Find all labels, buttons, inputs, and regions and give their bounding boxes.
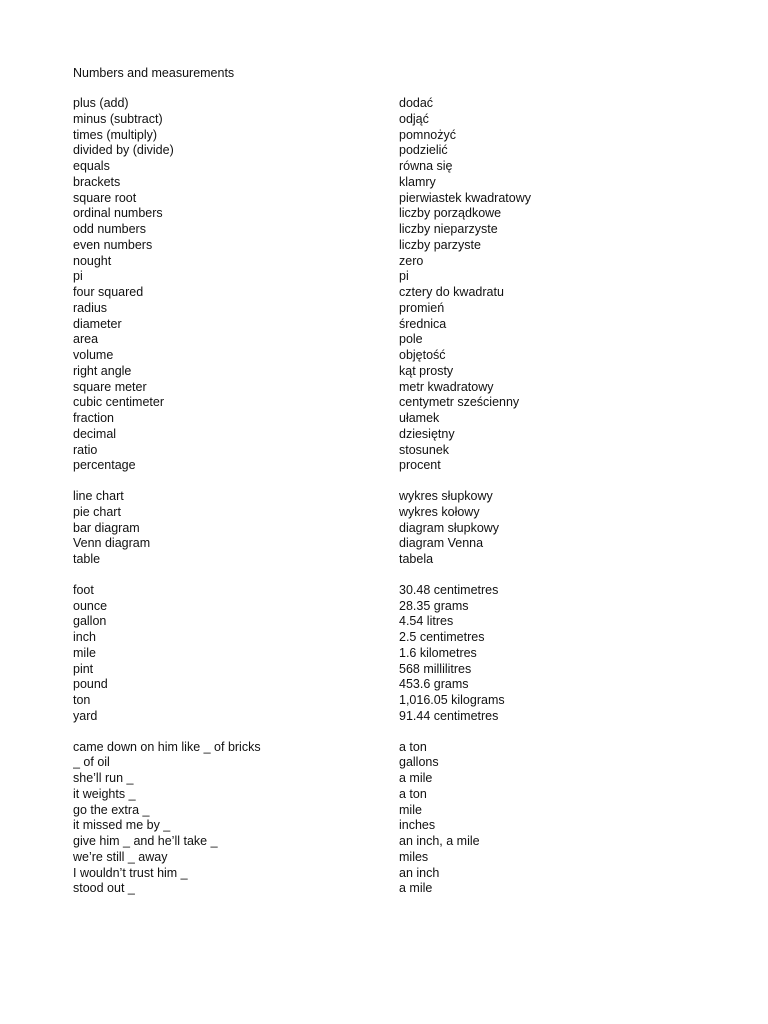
english-term: right angle bbox=[73, 363, 132, 378]
english-term: it weights _ bbox=[73, 786, 136, 801]
vocabulary-row bbox=[73, 614, 733, 630]
vocabulary-row bbox=[73, 850, 733, 866]
english-term: table bbox=[73, 552, 101, 566]
english-term: pound bbox=[73, 677, 108, 692]
vocabulary-row bbox=[73, 881, 733, 897]
vocabulary-row bbox=[73, 866, 733, 882]
translation: cztery do kwadratu bbox=[399, 285, 504, 299]
translation: an inch, a mile bbox=[399, 834, 480, 848]
vocabulary-row bbox=[73, 834, 733, 850]
vocabulary-row bbox=[73, 662, 733, 678]
vocabulary-row bbox=[73, 128, 733, 144]
english-term: cubic centimeter bbox=[73, 395, 165, 410]
vocabulary-row bbox=[73, 583, 733, 599]
vocabulary-row bbox=[73, 175, 733, 191]
vocabulary-row bbox=[73, 630, 733, 646]
english-term: gallon bbox=[73, 614, 107, 629]
vocabulary-row bbox=[73, 677, 733, 693]
english-term: stood out _ bbox=[73, 881, 135, 896]
translation: an inch bbox=[399, 865, 440, 880]
vocabulary-row bbox=[73, 364, 733, 380]
english-term: she’ll run _ bbox=[73, 771, 134, 785]
vocabulary-row bbox=[73, 740, 733, 756]
vocabulary-row bbox=[73, 803, 733, 819]
translation: procent bbox=[399, 458, 441, 473]
vocabulary-row bbox=[73, 646, 733, 662]
vocabulary-row bbox=[73, 818, 733, 834]
english-term: odd numbers bbox=[73, 222, 146, 236]
english-term: give him _ and he’ll take _ bbox=[73, 834, 218, 848]
english-term: I wouldn’t trust him _ bbox=[73, 865, 188, 880]
translation: inches bbox=[399, 818, 436, 833]
vocabulary-row bbox=[73, 96, 733, 112]
english-term: decimal bbox=[73, 426, 117, 441]
translation: podzielić bbox=[399, 143, 448, 158]
translation: pole bbox=[399, 332, 423, 347]
translation: gallons bbox=[399, 755, 439, 770]
translation: wykres słupkowy bbox=[399, 489, 493, 503]
vocabulary-row bbox=[73, 395, 733, 411]
translation: 568 millilitres bbox=[399, 661, 472, 676]
english-term: we’re still _ away bbox=[73, 849, 168, 864]
english-term: ton bbox=[73, 693, 91, 707]
vocabulary-list bbox=[73, 96, 733, 897]
english-term: brackets bbox=[73, 174, 121, 189]
english-term: square root bbox=[73, 190, 137, 205]
translation: 4.54 litres bbox=[399, 614, 454, 629]
translation: klamry bbox=[399, 174, 436, 189]
translation: równa się bbox=[399, 159, 453, 173]
translation: 1.6 kilometres bbox=[399, 645, 477, 660]
vocabulary-row bbox=[73, 709, 733, 725]
vocabulary-row bbox=[73, 254, 733, 270]
vocabulary-row bbox=[73, 599, 733, 615]
english-term: _ of oil bbox=[73, 755, 110, 770]
vocabulary-row bbox=[73, 771, 733, 787]
translation: tabela bbox=[399, 552, 434, 566]
english-term: even numbers bbox=[73, 237, 153, 252]
translation: a ton bbox=[399, 786, 427, 801]
vocabulary-row bbox=[73, 552, 733, 568]
translation: a ton bbox=[399, 739, 427, 754]
translation: pomnożyć bbox=[399, 127, 456, 142]
translation: liczby nieparzyste bbox=[399, 222, 498, 236]
translation: centymetr sześcienny bbox=[399, 395, 520, 410]
vocabulary-row bbox=[73, 380, 733, 396]
translation: stosunek bbox=[399, 442, 450, 457]
translation: średnica bbox=[399, 316, 447, 331]
vocabulary-row bbox=[73, 159, 733, 175]
english-term: four squared bbox=[73, 285, 144, 299]
translation: 453.6 grams bbox=[399, 677, 469, 692]
english-term: nought bbox=[73, 253, 112, 268]
vocabulary-row bbox=[73, 112, 733, 128]
translation: pi bbox=[399, 269, 409, 284]
translation: zero bbox=[399, 253, 424, 268]
translation: dodać bbox=[399, 96, 434, 110]
english-term: ounce bbox=[73, 598, 108, 613]
english-term: Venn diagram bbox=[73, 536, 151, 551]
vocabulary-row bbox=[73, 332, 733, 348]
english-term: yard bbox=[73, 708, 98, 723]
english-term: fraction bbox=[73, 411, 114, 425]
translation: metr kwadratowy bbox=[399, 379, 494, 394]
english-term: minus (subtract) bbox=[73, 111, 163, 126]
english-term: pie chart bbox=[73, 504, 121, 519]
vocabulary-row bbox=[73, 458, 733, 474]
english-term: ordinal numbers bbox=[73, 206, 163, 221]
translation: ułamek bbox=[399, 411, 440, 425]
translation: wykres kołowy bbox=[399, 504, 480, 519]
vocabulary-section bbox=[73, 489, 733, 568]
english-term: percentage bbox=[73, 458, 136, 473]
vocabulary-row bbox=[73, 787, 733, 803]
vocabulary-row bbox=[73, 755, 733, 771]
translation: objętość bbox=[399, 348, 446, 362]
vocabulary-row bbox=[73, 693, 733, 709]
translation: mile bbox=[399, 802, 422, 817]
translation: liczby porządkowe bbox=[399, 206, 502, 221]
document-page bbox=[73, 64, 733, 912]
vocabulary-section bbox=[73, 96, 733, 474]
vocabulary-section bbox=[73, 583, 733, 725]
translation: diagram słupkowy bbox=[399, 520, 500, 535]
vocabulary-row bbox=[73, 489, 733, 505]
english-term: bar diagram bbox=[73, 520, 140, 535]
vocabulary-row bbox=[73, 301, 733, 317]
translation: liczby parzyste bbox=[399, 237, 481, 252]
vocabulary-section bbox=[73, 740, 733, 898]
vocabulary-row bbox=[73, 285, 733, 301]
vocabulary-row bbox=[73, 505, 733, 521]
english-term: it missed me by _ bbox=[73, 818, 171, 833]
vocabulary-row bbox=[73, 317, 733, 333]
english-term: radius bbox=[73, 300, 108, 315]
english-term: inch bbox=[73, 630, 96, 644]
vocabulary-row bbox=[73, 191, 733, 207]
vocabulary-row bbox=[73, 443, 733, 459]
translation: dziesiętny bbox=[399, 426, 455, 441]
translation: pierwiastek kwadratowy bbox=[399, 190, 531, 205]
english-term: plus (add) bbox=[73, 96, 129, 110]
translation: diagram Venna bbox=[399, 536, 484, 551]
vocabulary-row bbox=[73, 536, 733, 552]
translation: 1,016.05 kilograms bbox=[399, 693, 505, 707]
vocabulary-row bbox=[73, 348, 733, 364]
english-term: pint bbox=[73, 661, 94, 676]
translation: 30.48 centimetres bbox=[399, 582, 499, 597]
translation: a mile bbox=[399, 771, 433, 785]
vocabulary-row bbox=[73, 411, 733, 427]
translation: promień bbox=[399, 300, 445, 315]
english-term: go the extra _ bbox=[73, 802, 150, 817]
english-term: foot bbox=[73, 582, 94, 597]
vocabulary-row bbox=[73, 521, 733, 537]
translation: 28.35 grams bbox=[399, 598, 469, 613]
vocabulary-row bbox=[73, 238, 733, 254]
translation: miles bbox=[399, 849, 429, 864]
translation: 91.44 centimetres bbox=[399, 708, 499, 723]
translation: 2.5 centimetres bbox=[399, 630, 485, 644]
english-term: line chart bbox=[73, 489, 124, 503]
vocabulary-row bbox=[73, 222, 733, 238]
english-term: area bbox=[73, 332, 99, 347]
english-term: square meter bbox=[73, 379, 147, 394]
translation: odjąć bbox=[399, 111, 429, 126]
translation: kąt prosty bbox=[399, 363, 454, 378]
vocabulary-row bbox=[73, 269, 733, 285]
vocabulary-row bbox=[73, 143, 733, 159]
english-term: pi bbox=[73, 269, 83, 284]
english-term: came down on him like _ of bricks bbox=[73, 739, 261, 754]
english-term: diameter bbox=[73, 316, 122, 331]
page-title: Numbers and measurements bbox=[73, 66, 235, 80]
translation: a mile bbox=[399, 881, 433, 896]
english-term: mile bbox=[73, 645, 96, 660]
english-term: equals bbox=[73, 159, 110, 173]
vocabulary-row bbox=[73, 206, 733, 222]
english-term: volume bbox=[73, 348, 114, 362]
english-term: divided by (divide) bbox=[73, 143, 174, 158]
vocabulary-row bbox=[73, 427, 733, 443]
english-term: times (multiply) bbox=[73, 127, 158, 142]
english-term: ratio bbox=[73, 442, 98, 457]
